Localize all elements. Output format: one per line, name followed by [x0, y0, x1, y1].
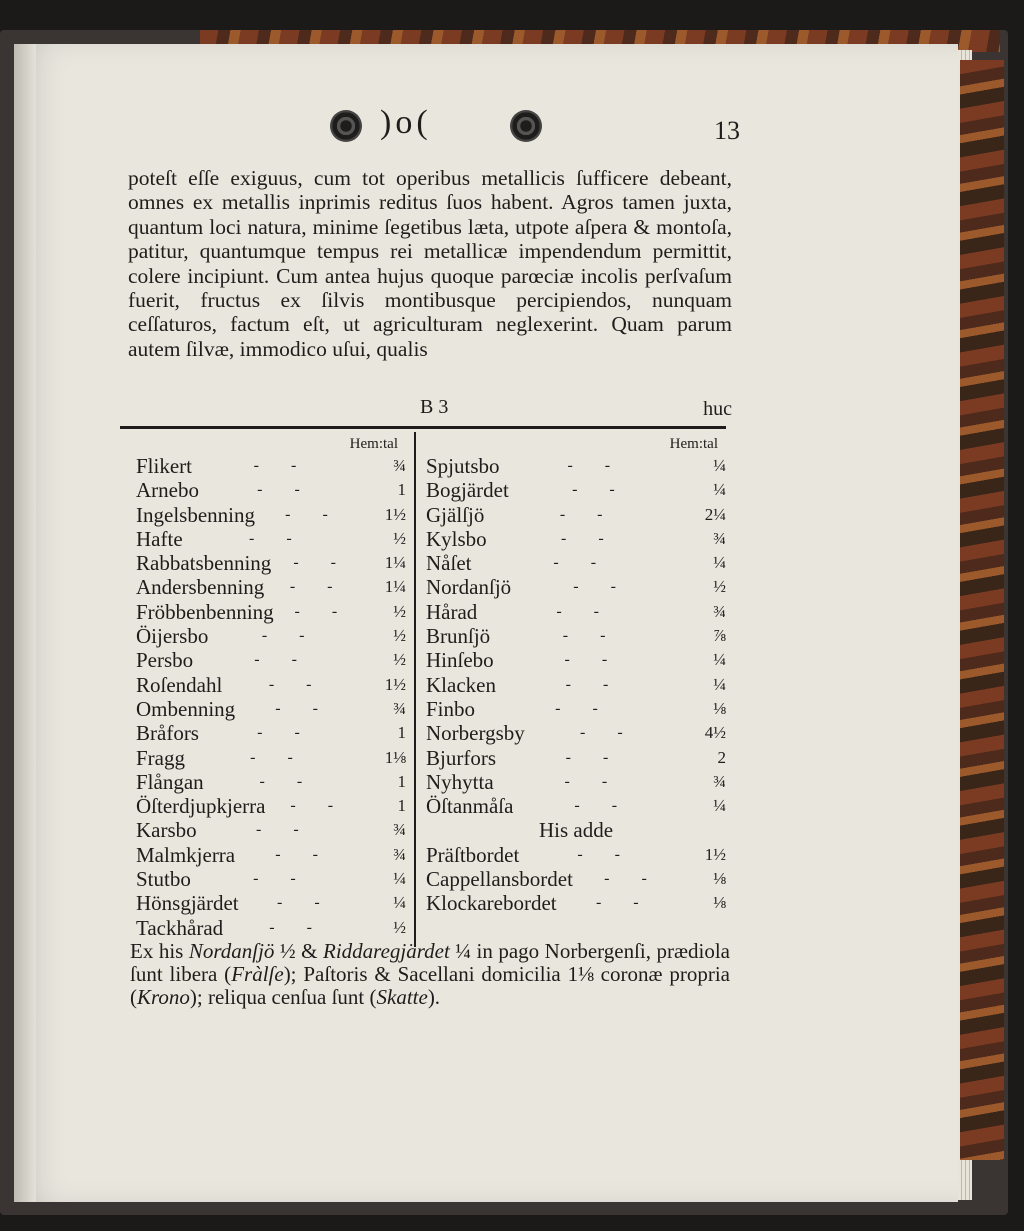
farm-value: ½ [393, 917, 406, 937]
farm-value: 1 [397, 771, 406, 791]
farm-value: ¾ [393, 820, 406, 840]
leader-dots: - - [574, 797, 632, 815]
footer-text-run: ); reliqua cenſua ſunt ( [189, 985, 377, 1009]
page-gutter [14, 44, 36, 1202]
page-number: 13 [714, 116, 740, 145]
running-header [320, 104, 740, 150]
farm-value: 2¼ [704, 504, 726, 524]
footer-italic-run: Fràlſe [231, 962, 284, 986]
farm-name: Fröbbenbenning [136, 599, 274, 624]
leader-dots: - - [553, 554, 611, 572]
table-row [426, 503, 726, 527]
leader-dots: - - [290, 797, 348, 815]
farm-value: ¾ [393, 456, 406, 475]
farm-name: Flångan [136, 769, 204, 794]
leader-dots: - - [562, 627, 620, 645]
table-top-rule [120, 426, 726, 429]
farm-value: ¼ [713, 650, 726, 670]
table-row [426, 478, 726, 502]
table-row [426, 891, 726, 915]
leader-dots: - - [248, 529, 306, 547]
column-header: Hem:tal [669, 436, 718, 452]
farm-value: 1 [397, 796, 406, 816]
footer-paragraph [130, 940, 730, 1009]
leader-dots: - - [595, 894, 653, 912]
leader-dots: - - [275, 845, 332, 863]
leader-dots: - - [564, 651, 622, 669]
body-text [128, 166, 732, 361]
farm-name: Spjutsbo [426, 454, 500, 478]
farm-value: ¾ [393, 698, 406, 718]
footer-italic-run: Riddaregjärdet [323, 939, 450, 963]
farm-value: ¼ [713, 480, 726, 500]
table-row [426, 843, 726, 867]
leader-dots: - - [573, 578, 630, 596]
farm-value: ¼ [713, 456, 726, 475]
footer-text-run: ); Paſtoris & Sacellani domicilia 1⅛ coronæ propria ( [130, 962, 731, 1009]
running-head: )o( [380, 104, 432, 141]
leader-dots: - - [567, 457, 625, 474]
farm-name: Klacken [426, 672, 496, 697]
farm-value: 4½ [704, 723, 726, 743]
farm-name: Gjälſjö [426, 502, 485, 527]
leader-dots: - - [268, 675, 326, 693]
table-row [426, 600, 726, 624]
table-row [136, 891, 406, 915]
farm-name: Bråfors [136, 721, 199, 746]
farm-value: ¾ [393, 844, 406, 864]
footer-italic-run: Nordanſjö [188, 939, 275, 963]
footer-text-run: Ex his [130, 939, 184, 963]
table-row [426, 794, 726, 818]
table-row [426, 721, 726, 745]
farm-name: Cappellansbordet [426, 867, 573, 892]
table-row [426, 648, 726, 672]
farm-name: Stutbo [136, 867, 191, 892]
footer-italic-run: Krono [137, 985, 190, 1009]
farm-value: 1½ [704, 844, 726, 864]
farm-name: Nordanſjö [426, 575, 512, 600]
table-row [426, 867, 726, 891]
farm-name: Arnebo [136, 478, 199, 503]
farm-value: ¼ [713, 553, 726, 573]
farm-value: 2 [717, 747, 726, 767]
farm-name: Öſterdjupkjerra [136, 794, 266, 819]
table-row [426, 697, 726, 721]
farm-value: ⅛ [713, 869, 726, 889]
farm-table [130, 432, 730, 952]
farm-value: 1½ [384, 504, 406, 524]
leader-dots: - - [275, 699, 332, 717]
table-row [136, 478, 406, 502]
footer-italic-run: Skatte [376, 985, 428, 1009]
leader-dots: - - [261, 627, 319, 645]
footer-text-run: ½ & [279, 939, 318, 963]
table-row [136, 454, 406, 478]
farm-value: ¼ [713, 796, 726, 816]
farm-value: ⅛ [713, 698, 726, 718]
farm-name: Hönsgjärdet [136, 891, 239, 916]
table-row [136, 551, 406, 575]
leader-dots: - - [559, 505, 617, 523]
farm-value: ½ [393, 626, 406, 646]
leader-dots: - - [565, 675, 623, 693]
table-row [136, 867, 406, 891]
farm-name: Präſtbordet [426, 842, 520, 867]
farm-name: Brunſjö [426, 624, 491, 649]
farm-name: Finbo [426, 696, 476, 721]
table-row [426, 454, 726, 478]
rosette-ornament-icon [510, 110, 542, 142]
farm-name: Flikert [136, 454, 192, 478]
table-row [426, 746, 726, 770]
table-left-column [136, 432, 406, 940]
farm-name: Roſendahl [136, 672, 223, 697]
farm-name: Öſtanmåſa [426, 794, 514, 819]
farm-value: ½ [393, 601, 406, 621]
farm-value: 1 [397, 723, 406, 743]
catchword: huc [703, 398, 732, 420]
table-row [136, 697, 406, 721]
table-row [426, 575, 726, 599]
farm-value: ½ [393, 650, 406, 670]
leader-dots: - - [256, 821, 313, 839]
signature-mark: B 3 [420, 396, 449, 418]
marbled-board-right [960, 60, 1004, 1160]
leader-dots: - - [269, 918, 326, 936]
table-row [136, 794, 406, 818]
farm-value: 1½ [384, 674, 406, 694]
farm-name: Malmkjerra [136, 842, 236, 867]
leader-dots: - - [294, 602, 352, 620]
leader-dots: - - [604, 870, 661, 888]
leader-dots: - - [580, 724, 637, 742]
table-row [136, 527, 406, 551]
farm-value: ¾ [713, 528, 726, 548]
table-row [426, 770, 726, 794]
farm-name: Nåſet [426, 551, 472, 576]
leader-dots: - - [555, 699, 612, 717]
table-row [136, 770, 406, 794]
footer-text [130, 940, 730, 1009]
farm-name: Tackhårad [136, 915, 224, 940]
farm-value: ½ [393, 528, 406, 548]
signature-line [128, 396, 732, 422]
leader-dots: - - [556, 602, 613, 620]
farm-value: ¼ [393, 893, 406, 913]
farm-name: Hinſebo [426, 648, 494, 673]
farm-name: Ombenning [136, 696, 236, 721]
table-subheading: His adde [538, 818, 614, 843]
table-row [426, 551, 726, 575]
leader-dots: - - [254, 651, 311, 669]
table-row [136, 843, 406, 867]
table-row [136, 648, 406, 672]
table-row [136, 624, 406, 648]
table-row [136, 916, 406, 940]
farm-name: Rabbatsbenning [136, 551, 272, 576]
farm-value: 1⅛ [384, 747, 406, 767]
leader-dots: - - [250, 748, 307, 766]
farm-name: Fragg [136, 745, 185, 770]
farm-value: 1 [397, 480, 406, 500]
table-right-column [426, 432, 726, 916]
table-row [136, 575, 406, 599]
farm-name: Klockarebordet [426, 891, 557, 916]
farm-value: ¼ [393, 869, 406, 889]
leader-dots: - - [565, 748, 623, 766]
leader-dots: - - [277, 894, 334, 912]
leader-dots: - - [257, 724, 314, 742]
farm-name: Persbo [136, 648, 194, 673]
leader-dots: - - [572, 481, 629, 499]
farm-name: Bogjärdet [426, 478, 509, 503]
farm-name: Kylsbo [426, 526, 487, 551]
table-row [136, 673, 406, 697]
farm-name: Hafte [136, 526, 183, 551]
leader-dots: - - [259, 772, 317, 790]
rosette-ornament-icon [330, 110, 362, 142]
farm-value: ¾ [713, 771, 726, 791]
leader-dots: - - [564, 772, 622, 790]
table-row [426, 673, 726, 697]
leader-dots: - - [253, 870, 310, 888]
farm-name: Hårad [426, 599, 478, 624]
farm-value: ⅞ [713, 626, 726, 646]
leader-dots: - - [293, 554, 350, 572]
leader-dots: - - [577, 845, 634, 863]
column-header: Hem:tal [349, 436, 398, 452]
table-row [136, 746, 406, 770]
farm-value: ½ [713, 577, 726, 597]
footer-text-run: ¼ in pago Norbergenſi, prædiola ſunt libera ( [130, 939, 731, 986]
table-row [136, 818, 406, 842]
farm-name: Andersbenning [136, 575, 265, 600]
leader-dots: - - [289, 578, 347, 596]
farm-name: Norbergsby [426, 721, 525, 746]
farm-name: Karsbo [136, 818, 197, 843]
farm-value: ¾ [713, 601, 726, 621]
farm-name: Bjurfors [426, 745, 496, 770]
farm-name: Nyhytta [426, 769, 494, 794]
farm-value: 1¼ [384, 553, 406, 573]
table-row [136, 600, 406, 624]
footer-text-run: ). [427, 985, 441, 1009]
table-row [426, 527, 726, 551]
leader-dots: - - [257, 481, 314, 499]
farm-value: ⅛ [713, 893, 726, 913]
column-divider [414, 432, 416, 947]
leader-dots: - - [285, 505, 342, 523]
body-paragraph: poteſt eſſe exiguus, cum tot operibus metallicis ſufficere debeant, omnes ex metallis inprimis reditus ſuos habent. Agros tamen juxta, quantum loci natura, minime ſegetibus læta, utpote aſpera & montoſa, patitur, quantumque tempus rei metallicæ impendendum permittit, colere incipiunt. Cum antea hujus quoque parœciæ incolis perſvaſum fuerit, fructus ex ſilvis montibusque percipiendos, nunquam ceſſaturos, factum eſt, ut agriculturam neglexerint. Quam parum autem ſilvæ, immodico uſui, qualis [128, 166, 732, 361]
farm-value: 1¼ [384, 577, 406, 597]
farm-name: Öijersbo [136, 624, 209, 649]
farm-name: Ingelsbenning [136, 502, 255, 527]
table-row [136, 503, 406, 527]
leader-dots: - - [561, 529, 618, 547]
table-row [426, 624, 726, 648]
farm-value: ¼ [713, 674, 726, 694]
table-row [136, 721, 406, 745]
leader-dots: - - [253, 457, 311, 474]
